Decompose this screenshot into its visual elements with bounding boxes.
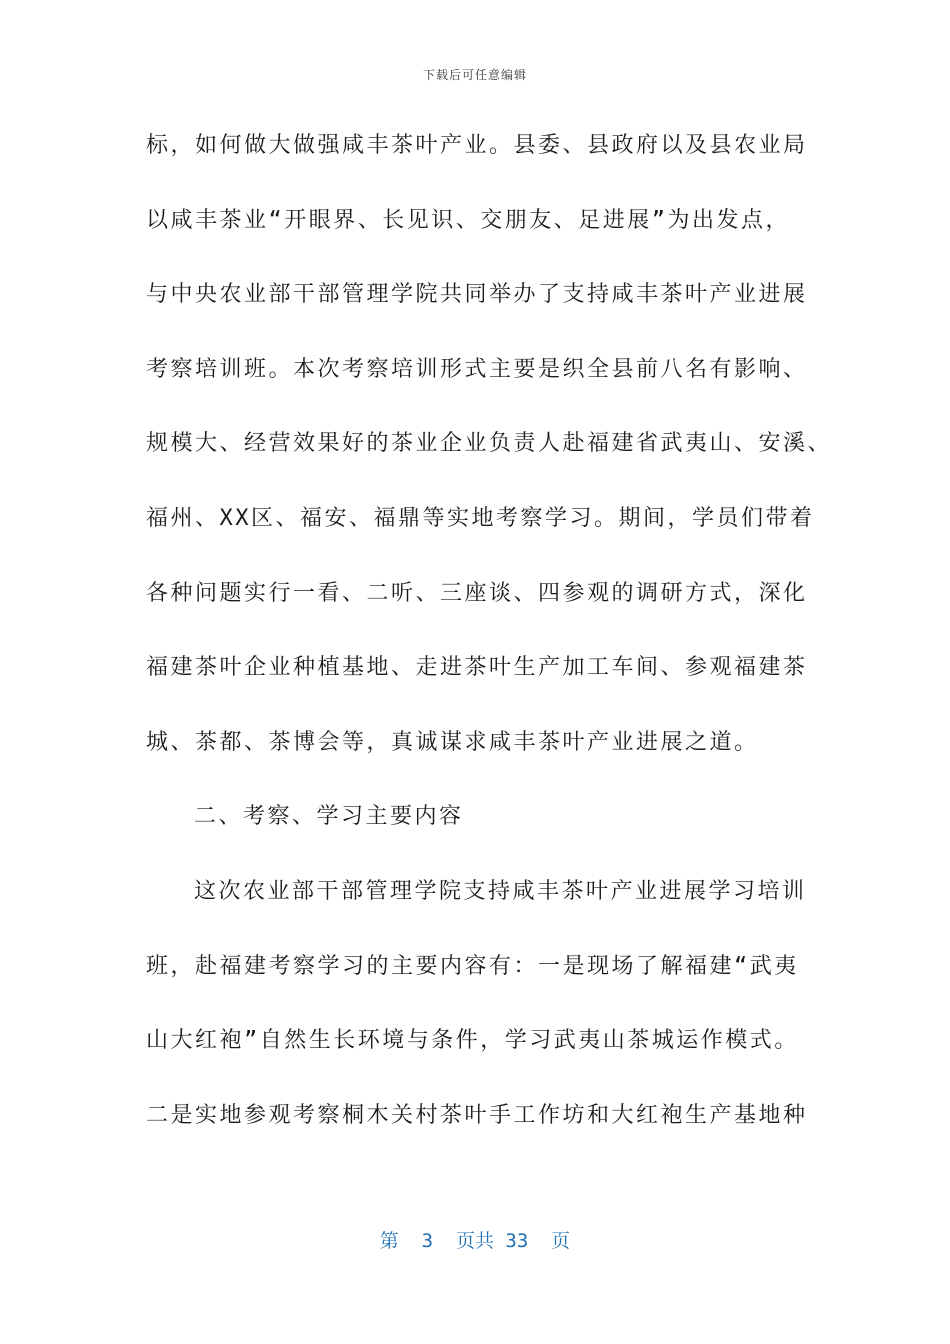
text-line-3: 与中央农业部干部管理学院共同举办了支持咸丰茶叶产业进展 <box>146 282 808 308</box>
text-line-12: 班，赴福建考察学习的主要内容有：一是现场了解福建“武夷 <box>146 953 799 979</box>
text-line-13: 山大红袍”自然生长环境与条件，学习武夷山茶城运作模式。 <box>146 1028 799 1054</box>
document-body <box>146 122 833 1166</box>
text-line-9: 城、茶都、茶博会等，真诚谋求咸丰茶叶产业进展之道。 <box>146 729 759 755</box>
download-note: 下载后可任意编辑 <box>422 68 527 82</box>
section-heading: 二、考察、学习主要内容 <box>194 804 464 830</box>
text-line-8: 福建茶叶企业种植基地、走进茶叶生产加工车间、参观福建茶 <box>146 655 808 681</box>
text-line-5: 规模大、经营效果好的茶业企业负责人赴福建省武夷山、安溪、 <box>146 431 833 457</box>
text-line-1: 标，如何做大做强咸丰茶叶产业。县委、县政府以及县农业局 <box>146 133 808 158</box>
text-line-4: 考察培训班。本次考察培训形式主要是织全县前八名有影响、 <box>146 356 808 382</box>
page-number-footer: 第 3 页共 33 页 <box>379 1230 571 1252</box>
text-line-7: 各种问题实行一看、二听、三座谈、四参观的调研方式，深化 <box>146 580 808 606</box>
text-line-14: 二是实地参观考察桐木关村茶叶手工作坊和大红袍生产基地种 <box>146 1102 808 1128</box>
text-line-11: 这次农业部干部管理学院支持咸丰茶叶产业进展学习培训 <box>194 878 807 904</box>
text-line-2: 以咸丰茶业“开眼界、长见识、交朋友、足进展”为出发点， <box>146 207 790 233</box>
text-line-6: 福州、XX区、福安、福鼎等实地考察学习。期间，学员们带着 <box>146 505 815 531</box>
